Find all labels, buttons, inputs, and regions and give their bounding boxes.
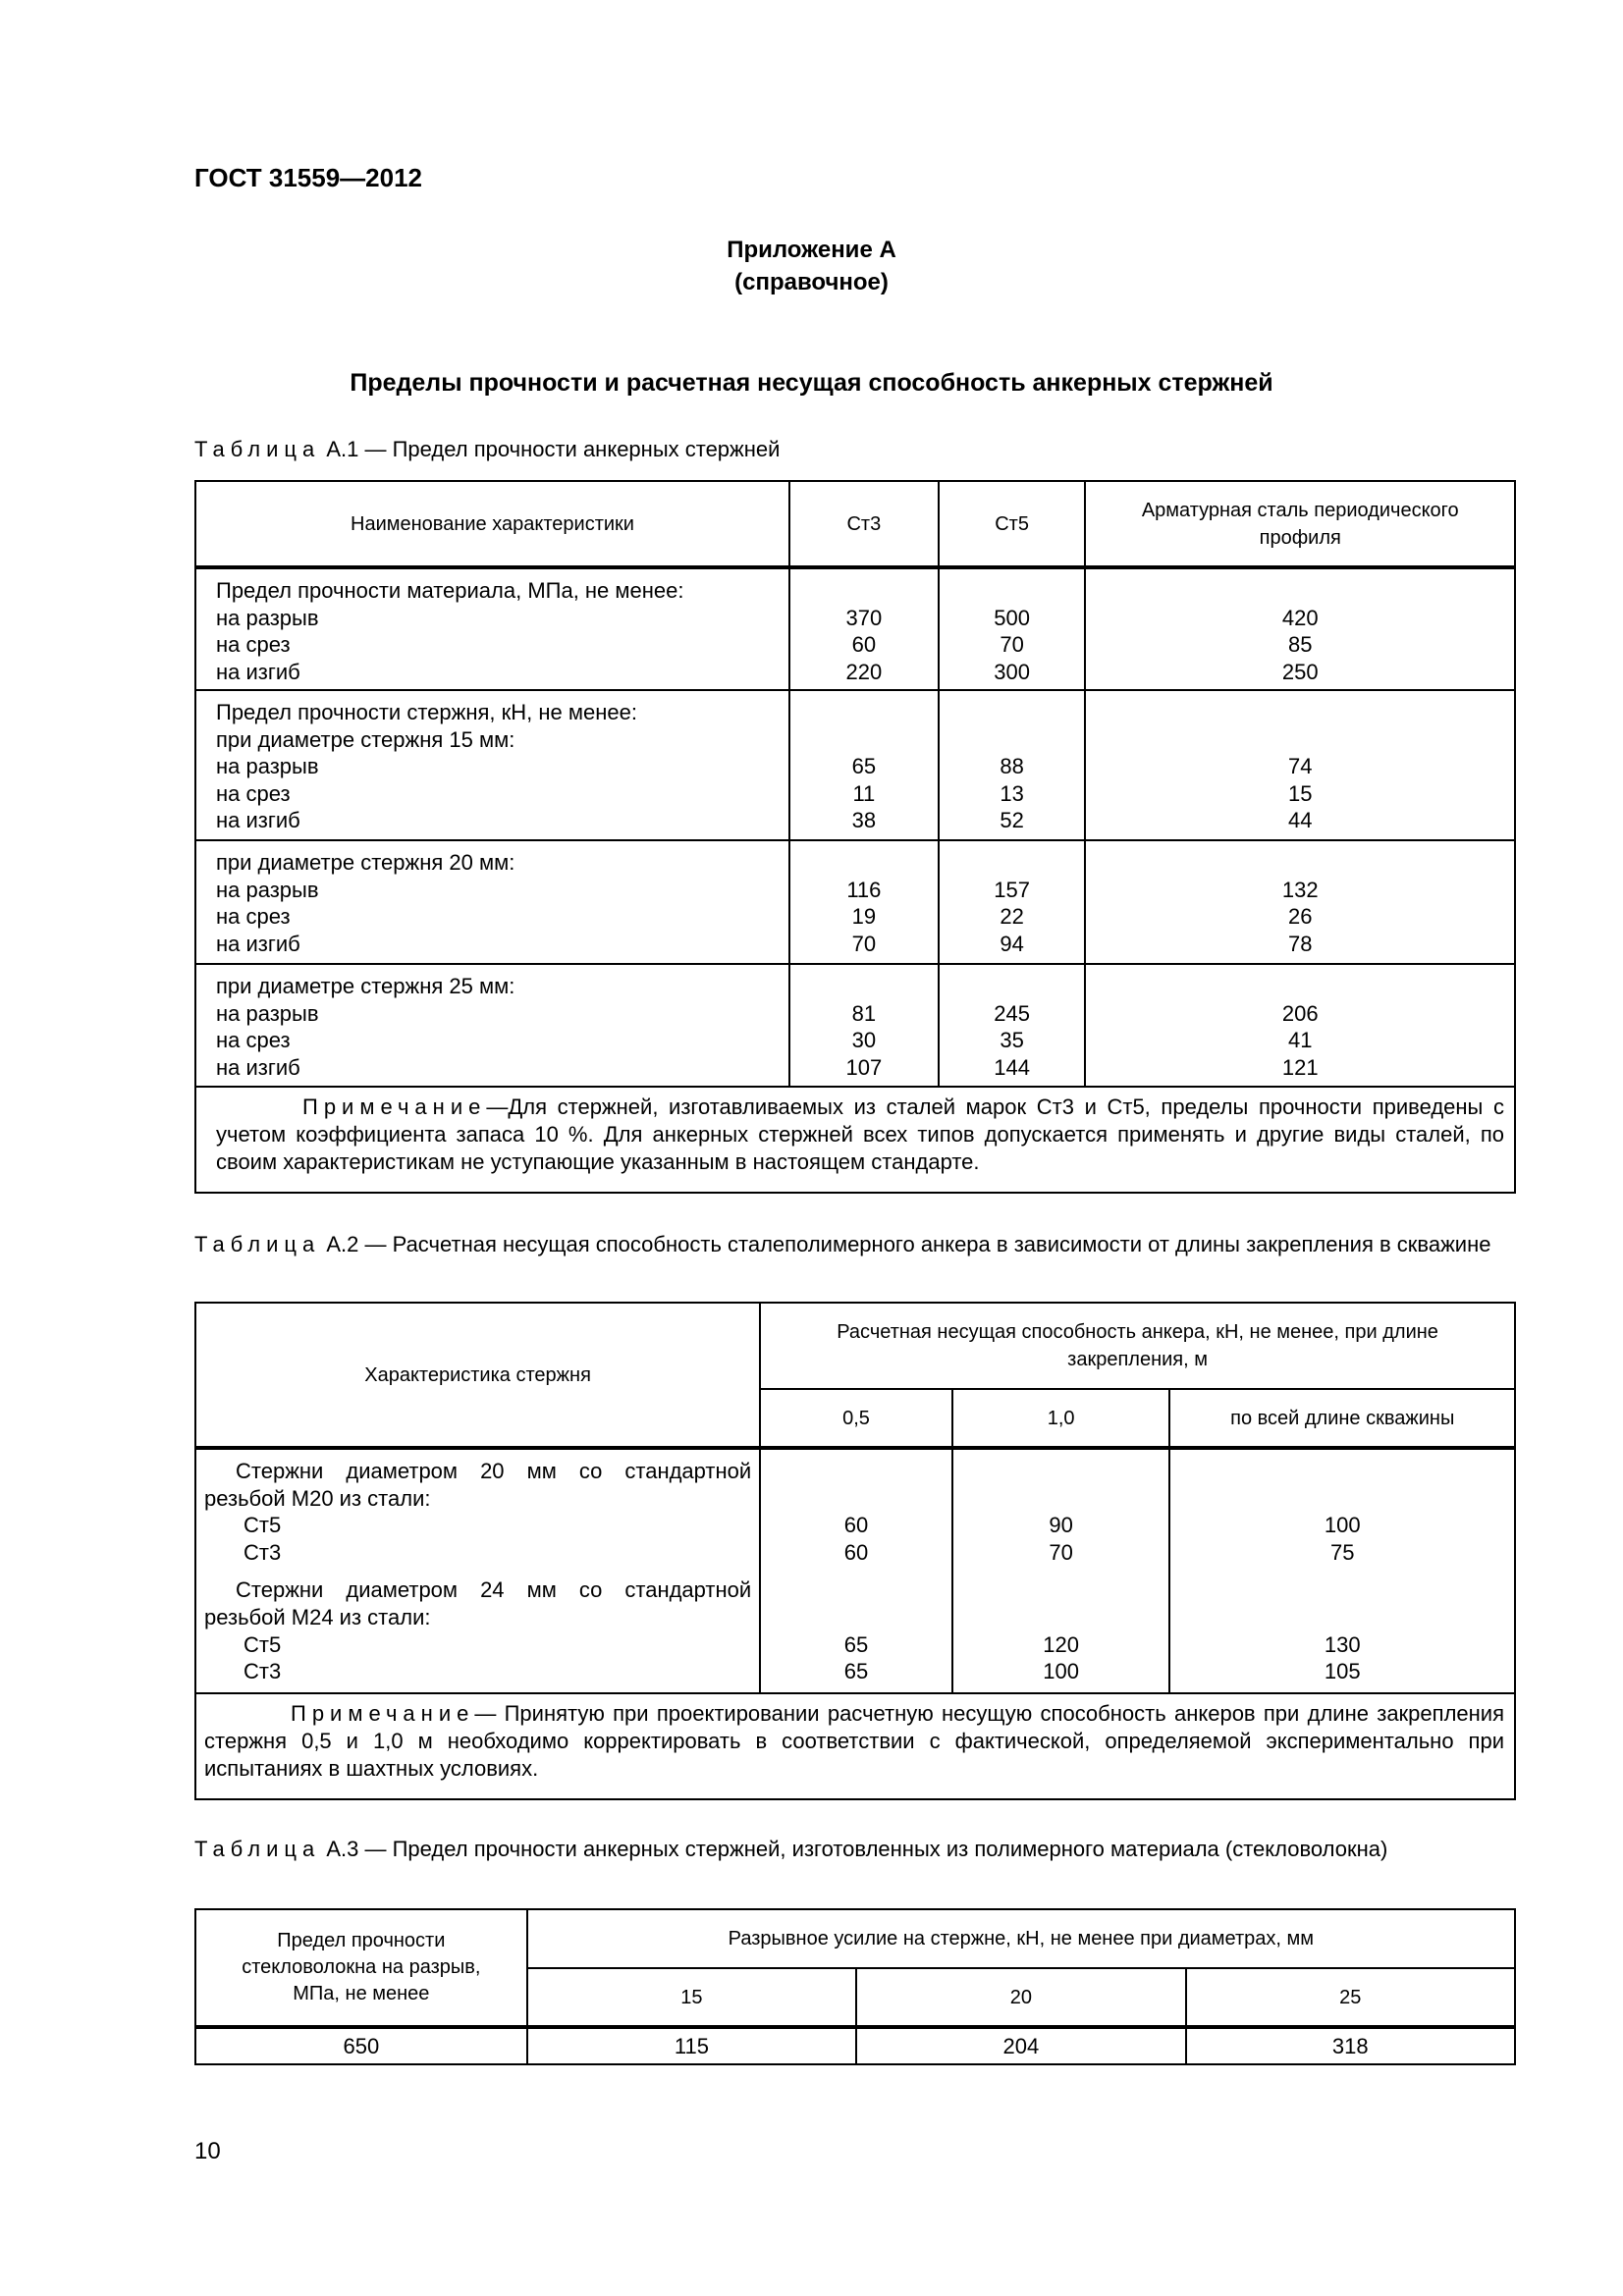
cell-value: 65 <box>843 1659 869 1684</box>
section-title: Пределы прочности и расчетная несущая способность анкерных стержней <box>350 369 1273 397</box>
row-label: на изгиб <box>216 808 300 833</box>
table1-header-row <box>195 481 1515 567</box>
table-row <box>195 840 1515 964</box>
table2-col-1-0 <box>952 1448 1170 1693</box>
table3-cell-strength: 650 <box>195 2027 527 2064</box>
cell-value: 30 <box>851 1028 877 1053</box>
table-row <box>195 2027 1515 2064</box>
table1-note-row <box>195 1087 1515 1193</box>
table-a1 <box>194 480 1516 1194</box>
row-label: Ст3 <box>243 1659 282 1684</box>
row-label: Ст5 <box>243 1631 282 1657</box>
row-label: на срез <box>216 1028 291 1053</box>
table1-group1-st5 <box>939 567 1086 690</box>
cell-value: 220 <box>845 659 883 684</box>
row-label: Ст5 <box>243 1513 282 1538</box>
table1-caption <box>194 436 1514 463</box>
table2-caption <box>194 1231 1514 1258</box>
table3-cell-20: 204 <box>856 2027 1185 2064</box>
row-label: на разрыв <box>216 754 319 779</box>
table1-group4-st3 <box>789 964 939 1087</box>
cell-value: 250 <box>1281 659 1319 684</box>
cell-value: 70 <box>851 931 877 956</box>
table2-header-group: Расчетная несущая способность анкера, кН, не менее, при длине закрепления, м <box>760 1303 1515 1389</box>
table2-note-label: Примечание <box>291 1701 475 1726</box>
table-row <box>195 964 1515 1087</box>
cell-value: 245 <box>994 1000 1030 1026</box>
row-label: на разрыв <box>216 877 319 902</box>
table1-group2-st3 <box>789 690 939 840</box>
table1-group3-st5 <box>939 840 1086 964</box>
table1-group4-st5 <box>939 964 1086 1087</box>
table2-header-row <box>195 1303 1515 1389</box>
table1-group4-labels <box>195 964 789 1087</box>
cell-value: 26 <box>1288 904 1313 930</box>
row-label: на изгиб <box>216 1054 300 1080</box>
table3-caption-text: А.3 — Предел прочности анкерных стержней, изготовленных из полимерного материала (стекловолокна) <box>320 1837 1388 1861</box>
cell-value: 78 <box>1288 931 1313 956</box>
table-row <box>195 567 1515 690</box>
cell-value: 85 <box>1288 632 1313 658</box>
table2-col-0-5 <box>760 1448 952 1693</box>
row-label: резьбой М24 из стали: <box>204 1604 431 1629</box>
cell-value: 70 <box>1049 1539 1073 1565</box>
table1-note-text: —Для стержней, изготавливаемых из сталей марок Ст3 и Ст5, пределы прочности приведены с учетом коэффициента запаса 10 %. Для анкерных стержней всех типов допускается применять и другие виды сталей, по своим характеристикам не уступающие указанным в настоящем стандарте. <box>216 1095 1504 1174</box>
table2-subheader-full: по всей длине скважины <box>1169 1389 1515 1448</box>
cell-value: 65 <box>843 1631 869 1657</box>
cell-value: 60 <box>851 632 877 658</box>
table1-header-rebar: Арматурная сталь периодического профиля <box>1085 481 1515 567</box>
cell-value: 88 <box>1000 754 1024 779</box>
cell-value: 90 <box>1049 1513 1073 1538</box>
cell-value: 13 <box>1000 780 1024 806</box>
row-label: при диаметре стержня 20 мм: <box>216 850 515 875</box>
table2-note-row <box>195 1693 1515 1799</box>
row-label: Стержни диаметром 20 мм со стандартной <box>236 1459 752 1483</box>
cell-value: 35 <box>1000 1028 1024 1053</box>
cell-value: 116 <box>846 877 882 902</box>
cell-value: 74 <box>1288 754 1313 779</box>
table-a2 <box>194 1302 1516 1800</box>
table3-caption <box>194 1836 1514 1863</box>
cell-value: 44 <box>1288 808 1313 833</box>
table2-note-text: — Принятую при проектировании расчетную несущую способность анкеров при длине закрепления стержня 0,5 и 1,0 м необходимо корректировать в соответствии с фактической, определяемой экспериментально при испытаниях в шахтных условиях. <box>204 1701 1504 1781</box>
table1-group2-labels <box>195 690 789 840</box>
table1-group2-st5 <box>939 690 1086 840</box>
row-label: Стержни диаметром 24 мм со стандартной <box>236 1577 752 1603</box>
row-label: на разрыв <box>216 605 319 630</box>
table2-header-left: Характеристика стержня <box>195 1303 760 1448</box>
cell-value: 11 <box>852 780 876 806</box>
page-number: 10 <box>194 2138 221 2164</box>
row-label: при диаметре стержня 25 мм: <box>216 974 515 998</box>
row-label: при диаметре стержня 15 мм: <box>216 726 515 752</box>
table2-col-full <box>1169 1448 1515 1693</box>
cell-value: 100 <box>1324 1513 1361 1538</box>
cell-value: 60 <box>843 1513 869 1538</box>
cell-value: 81 <box>851 1000 877 1026</box>
table1-caption-label: Таблица <box>194 437 321 461</box>
table1-header-name: Наименование характеристики <box>195 481 789 567</box>
cell-value: 300 <box>994 659 1030 684</box>
row-label: Предел прочности стержня, кН, не менее: <box>216 700 637 724</box>
cell-value: 70 <box>1000 632 1024 658</box>
table1-group1-labels <box>195 567 789 690</box>
table1-note-label: Примечание <box>302 1095 487 1119</box>
table1-group3-st3 <box>789 840 939 964</box>
cell-value: 22 <box>1000 904 1024 930</box>
cell-value: 52 <box>1000 808 1024 833</box>
cell-value: 500 <box>994 605 1030 630</box>
table1-note <box>195 1087 1515 1193</box>
cell-value: 107 <box>845 1054 883 1080</box>
table1-group4-rebar <box>1085 964 1515 1087</box>
cell-value: 132 <box>1281 877 1319 902</box>
table1-header-st5: Ст5 <box>939 481 1086 567</box>
cell-value: 41 <box>1288 1028 1313 1053</box>
table3-header-row <box>195 1909 1515 1968</box>
row-label: на изгиб <box>216 659 300 684</box>
cell-value: 370 <box>845 605 883 630</box>
row-label: на срез <box>216 632 291 658</box>
cell-value: 19 <box>851 904 877 930</box>
cell-value: 65 <box>851 754 877 779</box>
table3-subheader-20: 20 <box>856 1968 1185 2027</box>
document-header: ГОСТ 31559—2012 <box>194 163 422 192</box>
table1-group1-rebar <box>1085 567 1515 690</box>
table3-cell-25: 318 <box>1186 2027 1515 2064</box>
cell-value: 206 <box>1281 1000 1319 1026</box>
table3-subheader-25: 25 <box>1186 1968 1515 2027</box>
table1-group3-labels <box>195 840 789 964</box>
appendix-subtitle: (справочное) <box>734 269 889 295</box>
table-row <box>195 690 1515 840</box>
table-row <box>195 1448 1515 1693</box>
table2-labels <box>195 1448 760 1693</box>
table3-subheader-15: 15 <box>527 1968 856 2027</box>
cell-value: 75 <box>1330 1539 1355 1565</box>
row-label: Ст3 <box>243 1539 282 1565</box>
table-a3 <box>194 1908 1516 2065</box>
cell-value: 100 <box>1043 1659 1080 1684</box>
row-label: Предел прочности материала, МПа, не менее: <box>216 578 684 603</box>
cell-value: 157 <box>994 877 1030 902</box>
cell-value: 15 <box>1288 780 1313 806</box>
table2-note <box>195 1693 1515 1799</box>
cell-value: 121 <box>1281 1054 1319 1080</box>
table2-caption-label: Таблица <box>194 1232 321 1256</box>
cell-value: 130 <box>1324 1631 1361 1657</box>
table1-group3-rebar <box>1085 840 1515 964</box>
table1-group1-st3 <box>789 567 939 690</box>
table2-subheader-1-0: 1,0 <box>952 1389 1170 1448</box>
table3-header-left: Предел прочности стекловолокна на разрыв, МПа, не менее <box>195 1909 527 2027</box>
table3-cell-15: 115 <box>527 2027 856 2064</box>
cell-value: 60 <box>843 1539 869 1565</box>
table1-caption-text: А.1 — Предел прочности анкерных стержней <box>320 437 781 461</box>
table1-header-st3: Ст3 <box>789 481 939 567</box>
cell-value: 120 <box>1043 1631 1080 1657</box>
cell-value: 105 <box>1324 1659 1361 1684</box>
table3-caption-label: Таблица <box>194 1837 321 1861</box>
cell-value: 38 <box>851 808 877 833</box>
row-label: на срез <box>216 780 291 806</box>
row-label: резьбой М20 из стали: <box>204 1485 431 1511</box>
table3-header-group: Разрывное усилие на стержне, кН, не менее при диаметрах, мм <box>527 1909 1515 1968</box>
appendix-title: Приложение А <box>727 237 896 263</box>
row-label: на разрыв <box>216 1000 319 1026</box>
table1-group2-rebar <box>1085 690 1515 840</box>
cell-value: 94 <box>1000 931 1024 956</box>
table2-caption-text: А.2 — Расчетная несущая способность сталеполимерного анкера в зависимости от длины закрепления в скважине <box>320 1232 1491 1256</box>
row-label: на срез <box>216 904 291 930</box>
table2-subheader-0-5: 0,5 <box>760 1389 952 1448</box>
cell-value: 420 <box>1281 605 1319 630</box>
row-label: на изгиб <box>216 931 300 956</box>
cell-value: 144 <box>994 1054 1030 1080</box>
